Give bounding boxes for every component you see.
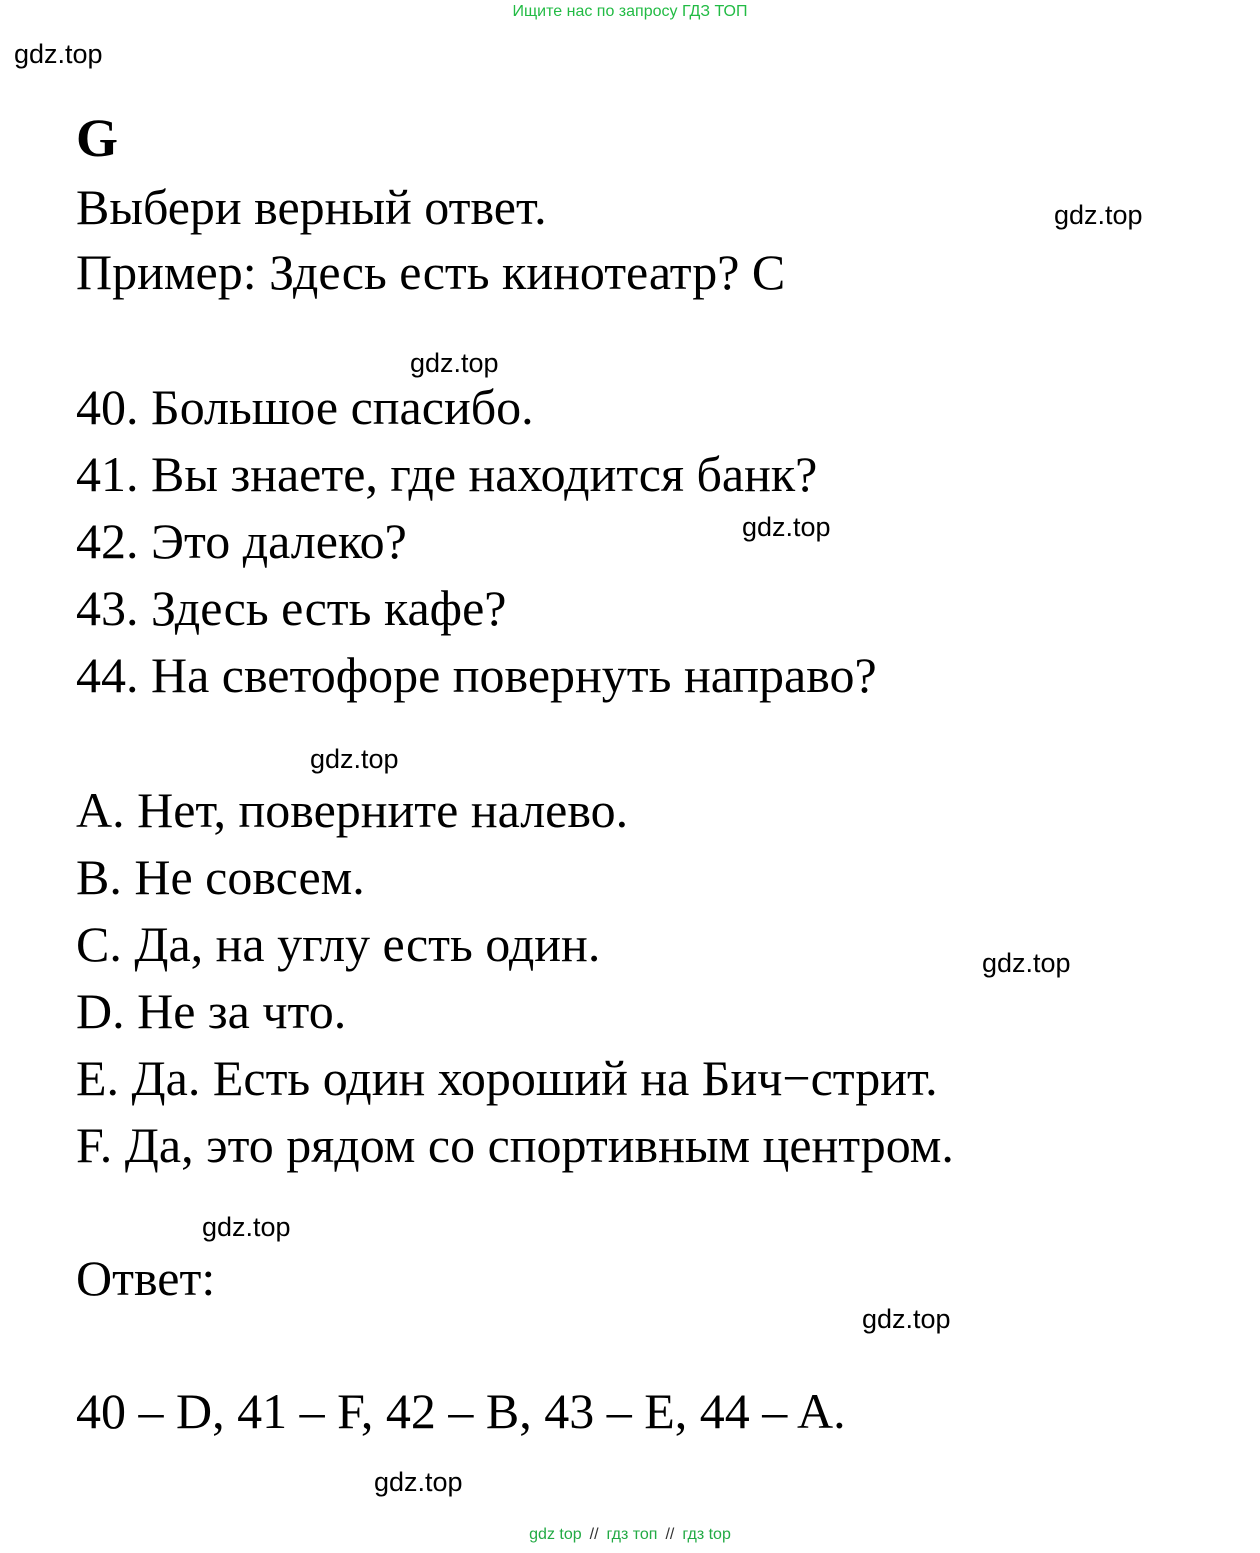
question-43: 43. Здесь есть кафе? [76,580,507,636]
answer-text: 40 – D, 41 – F, 42 – B, 43 – E, 44 – A. [76,1383,846,1439]
question-44: 44. На светофоре повернуть направо? [76,647,877,703]
option-e: E. Да. Есть один хороший на Бич−стрит. [76,1050,938,1106]
footer-link[interactable]: гдз top [682,1526,731,1543]
footer-links [0,1525,1260,1545]
task-letter: G [76,108,119,168]
question-41: 41. Вы знаете, где находится банк? [76,446,818,502]
footer-separator: // [589,1526,599,1543]
watermark: gdz.top [982,948,1071,978]
footer-link[interactable]: гдз топ [606,1526,658,1543]
option-b: B. Не совсем. [76,849,365,905]
footer-link[interactable]: gdz top [529,1526,582,1543]
watermark: gdz.top [374,1467,463,1497]
watermark: gdz.top [410,348,499,378]
watermark: gdz.top [1054,200,1143,230]
option-d: D. Не за что. [76,983,347,1039]
watermark: gdz.top [310,744,399,774]
top-banner[interactable]: Ищите нас по запросу ГДЗ ТОП [512,3,748,20]
answer-label: Ответ: [76,1250,216,1306]
watermark: gdz.top [14,39,103,69]
option-f: F. Да, это рядом со спортивным центром. [76,1117,954,1173]
watermark: gdz.top [862,1304,951,1334]
question-42: 42. Это далеко? [76,513,407,569]
footer-separator: // [665,1526,675,1543]
option-c: C. Да, на углу есть один. [76,916,601,972]
question-40: 40. Большое спасибо. [76,379,534,435]
watermark: gdz.top [202,1212,291,1242]
task-example: Пример: Здесь есть кинотеатр? C [76,244,786,300]
watermark: gdz.top [742,512,831,542]
task-instruction: Выбери верный ответ. [76,179,547,235]
option-a: A. Нет, поверните налево. [76,782,629,838]
